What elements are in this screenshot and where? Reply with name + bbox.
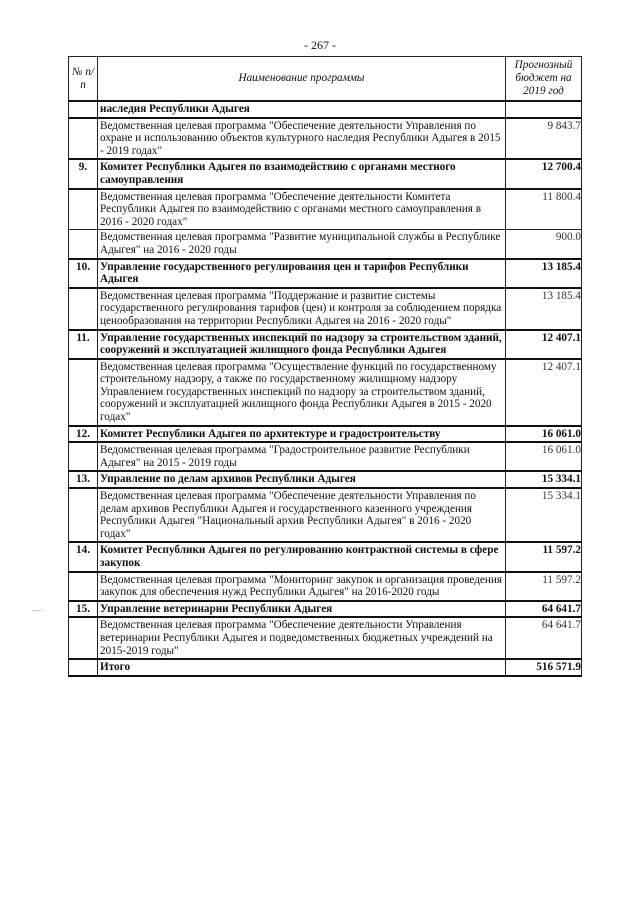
row-name: Управление ветеринарии Республики Адыгея [98,601,506,618]
row-number [69,288,98,330]
row-budget: 64 641.7 [506,617,582,659]
header-name: Наименование программы [98,57,506,102]
table-row-section [69,426,582,443]
row-number: 12. [69,426,98,443]
row-budget: 900.0 [506,230,582,259]
row-name: Управление государственных инспекций по надзору за строительством зданий, сооружений и эксплуатацией жилищного фонда Республики Адыгея [98,330,506,359]
row-budget: 12 700.4 [506,159,582,188]
margin-mark: —· [32,606,44,616]
table-row-program [69,359,582,426]
row-name: Ведомственная целевая программа "Обеспечение деятельности Управления по охране и использованию объектов культурного наследия Республики Адыгея в 2015 - 2019 годах" [98,118,506,160]
row-name: Итого [98,659,506,676]
row-name: Ведомственная целевая программа "Обеспечение деятельности Управления ветеринарии Республики Адыгея и подведомственных бюджетных учреждений на 2015-2019 годы" [98,617,506,659]
table-body [69,101,582,676]
table-row-program [69,189,582,230]
header-budget: Прогнозный бюджет на 2019 год [506,57,582,102]
row-budget: 15 334.1 [506,471,582,488]
row-number [69,572,98,601]
row-name: наследия Республики Адыгея [98,101,506,118]
table-row-section [69,159,582,188]
row-name: Ведомственная целевая программа "Мониторинг закупок и организация проведения закупок для обеспечения нужд Республики Адыгея" на 2016-2020 годы [98,572,506,601]
table-row-program [69,442,582,471]
row-name: Ведомственная целевая программа "Обеспечение деятельности Комитета Республики Адыгея по взаимодействию с органами местного самоуправления в 2016 - 2020 годах" [98,189,506,230]
header-number: № п/п [69,57,98,102]
row-number: 13. [69,471,98,488]
row-budget: 11 800.4 [506,189,582,230]
row-name: Комитет Республики Адыгея по регулированию контрактной системы в сфере закупок [98,542,506,571]
row-budget: 13 185.4 [506,259,582,288]
row-number: 9. [69,159,98,188]
row-number [69,659,98,676]
table-row-program [69,230,582,259]
table-row-section [69,542,582,571]
row-number: 15. [69,601,98,618]
row-name: Комитет Республики Адыгея по архитектуре и градостроительству [98,426,506,443]
row-number [69,359,98,426]
row-number [69,101,98,118]
table-row-section [69,259,582,288]
row-budget [506,101,582,118]
row-number [69,488,98,542]
table-row-section [69,101,582,118]
programs-table [68,56,582,677]
table-row-section [69,330,582,359]
table-row-program [69,572,582,601]
table-row-section [69,601,582,618]
row-name: Ведомственная целевая программа "Развитие муниципальной службы в Республике Адыгея" на 2016 - 2020 годы [98,230,506,259]
row-budget: 12 407.1 [506,330,582,359]
row-name: Ведомственная целевая программа "Поддержание и развитие системы государственного регулирования тарифов (цен) и контроля за соблюдением порядка ценообразования на территории Республики Адыгея на 2016 - 2020 годы" [98,288,506,330]
row-name: Ведомственная целевая программа "Градостроительное развитие Республики Адыгея" на 2015 - 2019 годы [98,442,506,471]
row-name: Управление по делам архивов Республики Адыгея [98,471,506,488]
row-budget: 15 334.1 [506,488,582,542]
row-number: 10. [69,259,98,288]
table-header-row [69,57,582,102]
row-number [69,189,98,230]
row-number: 14. [69,542,98,571]
page-number: - 267 - [304,38,336,52]
table-row-program [69,288,582,330]
row-budget: 12 407.1 [506,359,582,426]
row-name: Ведомственная целевая программа "Обеспечение деятельности Управления по делам архивов Республики Адыгея и государственного казенного учреждения Республики Адыгея "Национальный архив Республики Адыгея" в 2016 - 2020 годах" [98,488,506,542]
row-name: Управление государственного регулирования цен и тарифов Республики Адыгея [98,259,506,288]
row-number [69,442,98,471]
table-row-program [69,118,582,160]
table-row-section [69,471,582,488]
row-budget: 13 185.4 [506,288,582,330]
row-budget: 16 061.0 [506,442,582,471]
row-number: 11. [69,330,98,359]
row-name: Ведомственная целевая программа "Осуществление функций по государственному строительному надзору, а также по государственному жилищному надзору Управлением государственных инспекций по надзору за строительством зданий, сооружений и эксплуатацией жилищного фонда Республики Адыгея в 2015 - 2020 годах" [98,359,506,426]
row-name: Комитет Республики Адыгея по взаимодействию с органами местного самоуправления [98,159,506,188]
row-budget: 9 843.7 [506,118,582,160]
table-row-section [69,659,582,676]
row-number [69,118,98,160]
row-number [69,617,98,659]
row-budget: 16 061.0 [506,426,582,443]
row-budget: 516 571.9 [506,659,582,676]
row-budget: 64 641.7 [506,601,582,618]
row-budget: 11 597.2 [506,542,582,571]
table-row-program [69,488,582,542]
row-number [69,230,98,259]
row-budget: 11 597.2 [506,572,582,601]
table-row-program [69,617,582,659]
